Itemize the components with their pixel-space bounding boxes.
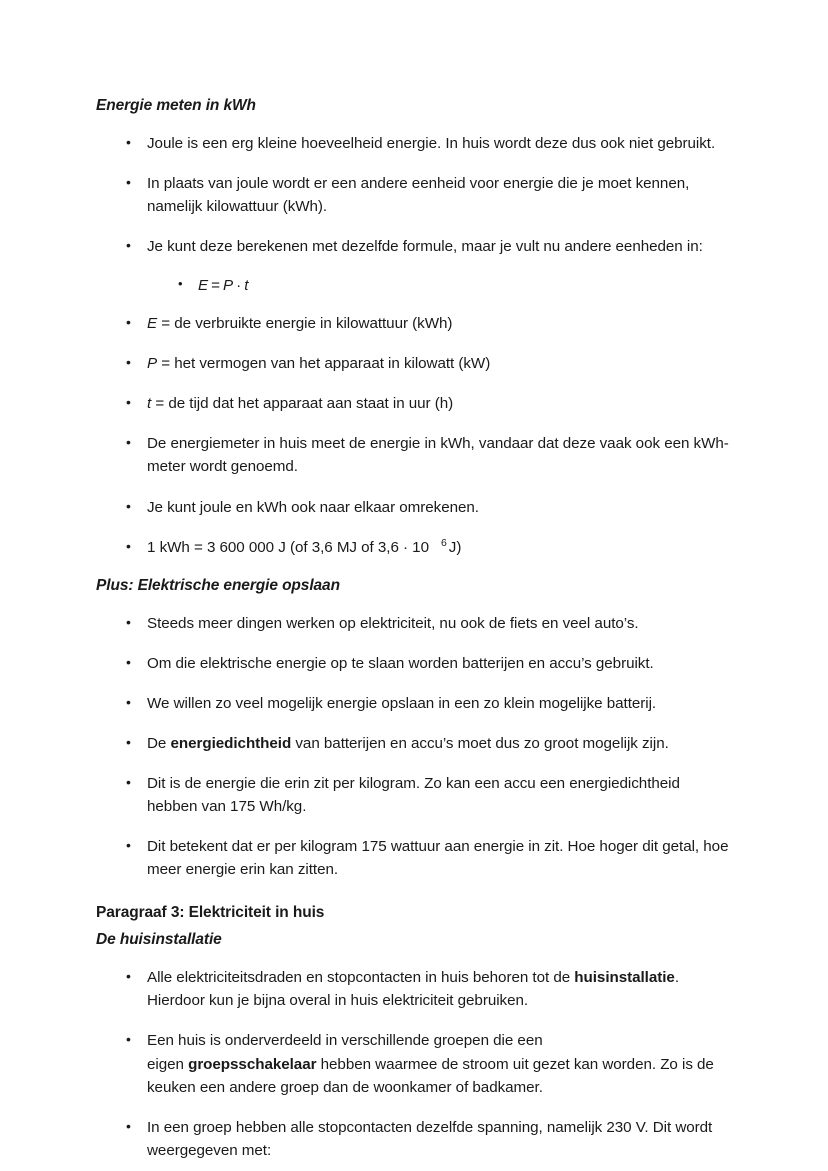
list-item xyxy=(96,392,730,415)
document-body xyxy=(96,96,730,1162)
list-item-text xyxy=(147,775,680,815)
definition-text: = de verbruikte energie in kilowattuur (kWh) xyxy=(161,315,453,333)
text-run: hebben waarmee de stroom uit gezet kan worden. Zo is de keuken een andere groep dan de woonkamer of badkamer. xyxy=(147,1055,714,1096)
definition-symbol: t xyxy=(147,395,152,413)
conversion-prefix: 1 kWh = 3 600 000 J (of 3,6 MJ of 3,6 · 10 xyxy=(147,538,429,556)
list-item xyxy=(96,1029,730,1098)
definition-list xyxy=(96,312,730,559)
definition-symbol: E xyxy=(147,315,158,333)
emphasized-term: huisinstallatie xyxy=(574,969,675,987)
conversion-exponent: 6 xyxy=(440,536,447,549)
list-item xyxy=(96,732,730,755)
list-item xyxy=(96,652,730,675)
list-item xyxy=(96,1116,730,1162)
text-run: In een groep hebben alle stopcontacten dezelfde spanning, namelijk 230 V. Dit wordt weergegeven met: xyxy=(147,1118,713,1159)
list-item xyxy=(96,352,730,375)
list-item xyxy=(96,612,730,635)
list-item-text xyxy=(147,695,656,712)
bullet-list-huisinstallatie xyxy=(96,966,730,1162)
definition-symbol: P xyxy=(147,355,158,373)
text-run: Een huis is onderverdeeld in verschillende groepen die een xyxy=(147,1032,543,1050)
section-heading-paragraaf-3: Paragraaf 3: Elektriciteit in huis xyxy=(96,904,325,922)
formula-equals: = xyxy=(211,277,221,295)
list-item xyxy=(96,772,730,818)
list-item xyxy=(96,132,730,155)
formula-symbol-p: P xyxy=(223,277,234,295)
formula-symbol-e: E xyxy=(198,277,209,295)
list-item xyxy=(96,692,730,715)
section-plus-opslaan xyxy=(96,576,730,882)
list-item-text xyxy=(147,838,728,878)
bullet-list-energie-meten xyxy=(96,132,730,258)
list-item-text xyxy=(147,735,669,752)
list-item-text: De energiemeter in huis meet de energie in kWh, vandaar dat deze vaak ook een kWh-meter wordt genoemd. xyxy=(147,435,729,476)
text-run: Dit betekent dat er per kilogram 175 wattuur aan energie in zit. Hoe hoger dit getal, hoe meer energie erin kan zitten. xyxy=(147,838,729,879)
bullet-list-plus-opslaan xyxy=(96,612,730,882)
emphasized-term: groepsschakelaar xyxy=(188,1055,317,1073)
text-run: . Hierdoor kun je bijna overal in huis elektriciteit gebruiken. xyxy=(147,969,679,1010)
formula-list xyxy=(96,275,730,298)
list-item xyxy=(96,835,730,881)
list-item xyxy=(96,496,730,519)
list-item-text: Je kunt deze berekenen met dezelfde formule, maar je vult nu andere eenheden in: xyxy=(147,238,703,256)
list-item-text xyxy=(147,1119,712,1159)
list-item xyxy=(96,536,730,559)
text-run: De xyxy=(147,734,171,752)
list-item xyxy=(96,172,730,218)
formula-item xyxy=(96,275,730,298)
list-item xyxy=(96,432,730,478)
text-run: eigen xyxy=(147,1055,189,1073)
list-item xyxy=(96,312,730,335)
list-item-text xyxy=(147,1032,714,1095)
list-item xyxy=(96,235,730,258)
emphasized-term: energiedichtheid xyxy=(170,734,292,752)
list-item-text: In plaats van joule wordt er een andere eenheid voor energie die je moet kennen, namelijk kilowattuur (kWh). xyxy=(147,175,690,216)
text-run: Alle elektriciteitsdraden en stopcontacten in huis behoren tot de xyxy=(147,969,575,987)
section-subheading-huisinstallatie: De huisinstallatie xyxy=(96,931,222,949)
text-run: Dit is de energie die erin zit per kilogram. Zo kan een accu een energiedichtheid hebben van 175 Wh/kg. xyxy=(147,775,680,816)
formula-operator-dot: · xyxy=(236,277,242,295)
conversion-suffix: J) xyxy=(448,538,462,556)
text-run: Om die elektrische energie op te slaan worden batterijen en accu’s gebruikt. xyxy=(147,654,654,672)
list-item-text: Joule is een erg kleine hoeveelheid energie. In huis wordt deze dus ook niet gebruikt. xyxy=(147,134,716,152)
list-item-text xyxy=(147,615,639,632)
list-item-text xyxy=(147,655,654,672)
section-heading-plus-opslaan: Plus: Elektrische energie opslaan xyxy=(96,576,340,594)
section-paragraaf-3 xyxy=(96,903,730,1162)
list-item-text xyxy=(147,969,679,1009)
list-item-text: Je kunt joule en kWh ook naar elkaar omrekenen. xyxy=(147,498,479,516)
text-run: We willen zo veel mogelijk energie opslaan in een zo klein mogelijke batterij. xyxy=(147,694,657,712)
definition-text: = de tijd dat het apparaat aan staat in uur (h) xyxy=(155,395,454,413)
section-heading-energie-meten: Energie meten in kWh xyxy=(96,97,256,114)
definition-text: = het vermogen van het apparaat in kilowatt (kW) xyxy=(161,355,491,373)
list-item xyxy=(96,966,730,1012)
text-run: van batterijen en accu’s moet dus zo groot mogelijk zijn. xyxy=(291,734,669,752)
section-energie-meten xyxy=(96,96,730,559)
formula-symbol-t: t xyxy=(244,277,249,295)
text-run: Steeds meer dingen werken op elektriciteit, nu ook de fiets en veel auto’s. xyxy=(147,614,639,632)
